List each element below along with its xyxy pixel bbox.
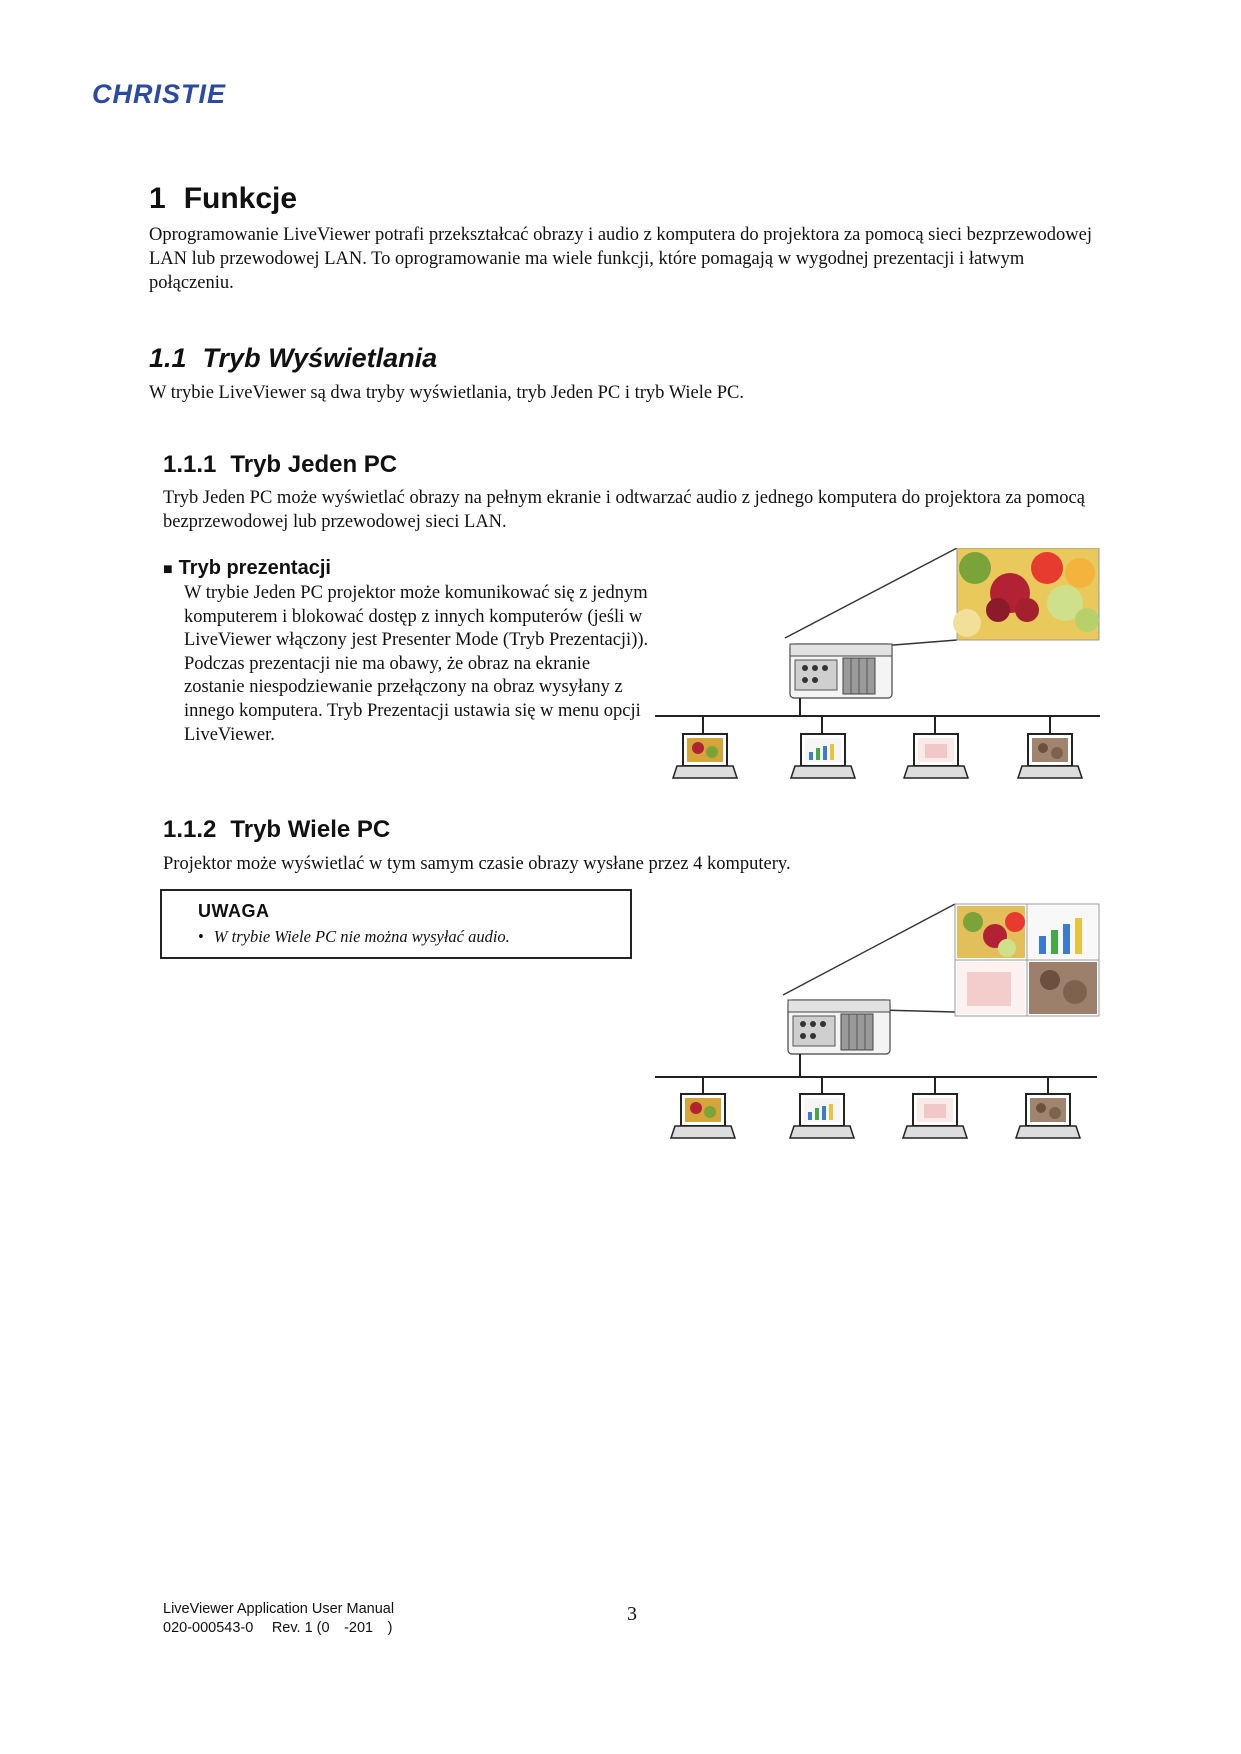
section-1-1-2-heading	[163, 816, 390, 844]
section-1-1-2-paragraph: Projektor może wyświetlać w tym samym czasie obrazy wysłane przez 4 komputery.	[163, 854, 791, 874]
laptop-icon	[904, 734, 968, 778]
section-1-paragraph: Oprogramowanie LiveViewer potrafi przekształcać obrazy i audio z komputera do projektora za pomocą sieci bezprzewodowej LAN lub przewodowej LAN. To oprogramowanie ma wiele funkcji, które pomagają w wygodnej prezentacji i łatwym połączeniu.	[149, 225, 1093, 293]
note-item	[198, 927, 510, 947]
footer-doc-number: 020-000543-0 Rev. 1 (0 -201 )	[163, 1620, 393, 1636]
section-number: 1	[149, 182, 166, 215]
section-number: 1.1	[149, 343, 187, 373]
bullet-title: Tryb prezentacji	[178, 557, 331, 579]
note-item-text: W trybie Wiele PC nie można wysyłać audio.	[213, 927, 510, 946]
bullet-dot-icon: •	[198, 927, 204, 946]
laptop-icon	[790, 1094, 854, 1138]
projected-fruit-image	[953, 548, 1099, 640]
laptop-icon	[903, 1094, 967, 1138]
section-1-1-1-heading	[163, 451, 397, 479]
laptop-icon	[673, 734, 737, 778]
square-bullet-icon: ■	[163, 561, 173, 578]
note-title: UWAGA	[198, 901, 270, 921]
projector-icon	[790, 644, 892, 698]
projected-split-screen	[955, 904, 1099, 1016]
footer-info	[163, 1600, 394, 1638]
section-title: Tryb Wiele PC	[230, 816, 391, 843]
laptop-icon	[1018, 734, 1082, 778]
bullet-paragraph: W trybie Jeden PC projektor może komunikować się z jednym komputerem i blokować dostęp z innych komputerów (jeśli w LiveViewer włączony jest Presenter Mode (Tryb Prezentacji)). Podczas prezentacji nie ma obawy, że obraz na ekranie zostanie niespodziewanie przełączony na obraz wysyłany z innego komputera. Tryb Prezentacji ustawia się w menu opcji LiveViewer.	[184, 583, 649, 745]
projector-icon	[788, 1000, 890, 1054]
section-number: 1.1.1	[163, 451, 217, 478]
section-1-1-heading	[149, 343, 437, 374]
section-1-1-paragraph: W trybie LiveViewer są dwa tryby wyświetlania, tryb Jeden PC i tryb Wiele PC.	[149, 383, 744, 403]
section-1-1-1-paragraph: Tryb Jeden PC może wyświetlać obrazy na pełnym ekranie i odtwarzać audio z jednego komputera do projektora za pomocą bezprzewodowej lub przewodowej sieci LAN.	[163, 488, 1085, 532]
footer-manual-title: LiveViewer Application User Manual	[163, 1601, 395, 1617]
section-1-heading	[149, 182, 297, 216]
single-pc-diagram	[655, 548, 1115, 793]
laptop-icon	[671, 1094, 735, 1138]
note-box	[160, 889, 632, 959]
multi-pc-diagram	[655, 900, 1115, 1150]
page-number: 3	[627, 1603, 637, 1625]
christie-logo	[92, 70, 262, 118]
laptop-icon	[791, 734, 855, 778]
bullet-heading	[163, 557, 331, 580]
section-title: Tryb Jeden PC	[230, 451, 398, 478]
section-title: Funkcje	[183, 182, 298, 215]
section-number: 1.1.2	[163, 816, 217, 843]
laptop-icon	[1016, 1094, 1080, 1138]
section-title: Tryb Wyświetlania	[202, 343, 438, 373]
logo-text: CHRISTIE	[92, 79, 227, 109]
